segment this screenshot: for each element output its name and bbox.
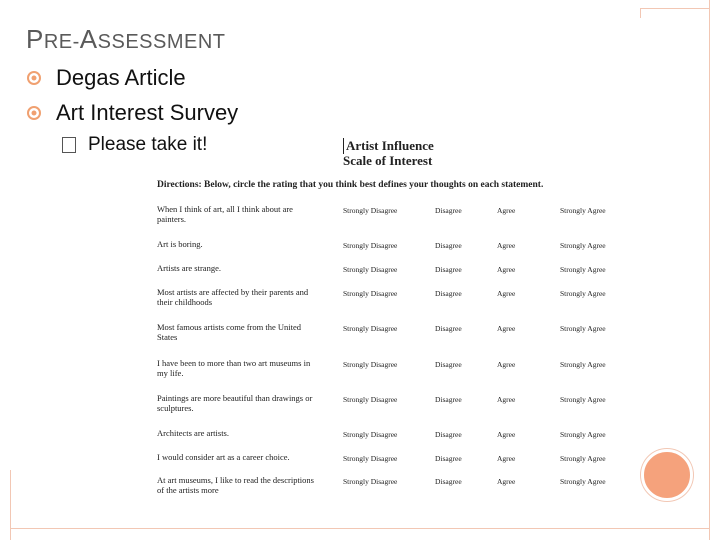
sun-bullet-icon [26,70,42,86]
square-bullet-icon [62,137,76,153]
frame-top-tick [640,8,641,18]
frame-left-line [10,470,11,540]
sun-bullet-icon [26,105,42,121]
frame-bottom-line [10,528,710,529]
survey-directions: Directions: Below, circle the rating that you think best defines your thoughts on each statement. [157,180,544,190]
frame-top-line [640,8,710,9]
slide-title: PRE-ASSESSMENT [26,24,226,54]
bullet-degas-article: Degas Article [26,65,186,91]
survey-scan: Artist Influence Scale of Interest Directions: Below, circle the rating that you think best defines your thoughts on each statement. When I think of art, all I think about are painters. Strongly Disagree Disagree Agree Strongly Agree Art is boring. Strongly Disagree Disagree Agree Strongly Agree Artists are strange. Strongly Disagree Disagree Agree Strongly Agree Most artists are affected by their parents and their childhoods Strongly Disagree Disagree Agree Strongly Agree Most famous artists come from the United States Strongly Disagree Disagree Agree Strongly Agree I have been to more than two art museums in my life. Strongly Disagree Disagree Agree Strongly Agree Paintings are more beautiful than drawings or sculptures. Strongly Disagree Disagree Agree Strongly Agree Architects are artists. Strongly Disagree Disagree Agree Strongly Agree I would consider art as a career choice. Strongly Disagree Disagree Agree Strongly Agree At art museums, I like to read the descriptions of the artists more Strongly Disagree Disagree Agree Strongly Agree [157,138,606,495]
decorative-circle [641,449,693,501]
bullet-art-interest-survey: Art Interest Survey [26,100,238,126]
survey-title: Artist Influence Scale of Interest [343,138,434,168]
frame-right-line [709,0,710,540]
sub-bullet-please-take-it: Please take it! [62,134,207,156]
